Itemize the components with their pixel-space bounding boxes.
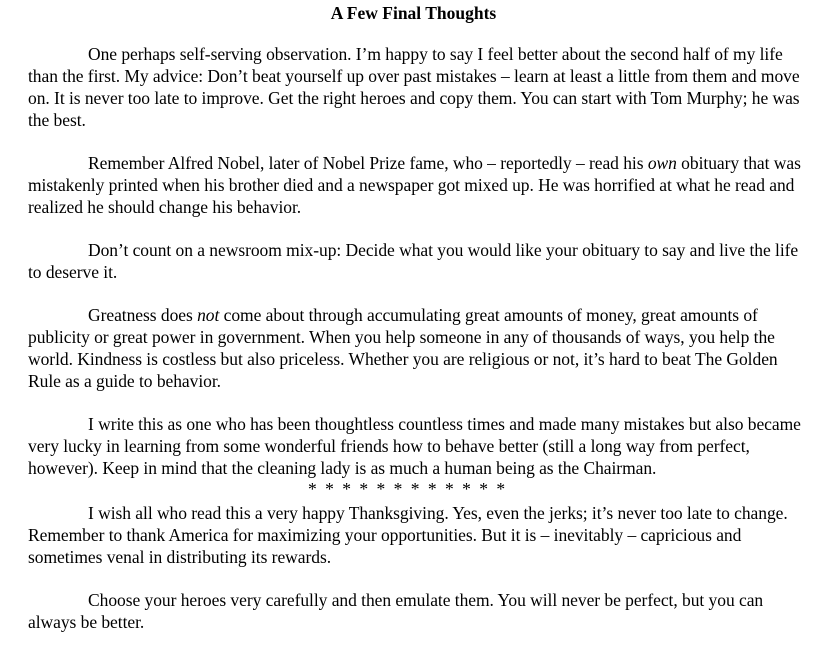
- paragraph-4-before: Greatness does: [88, 305, 198, 325]
- paragraph-2-emphasis: own: [647, 153, 677, 173]
- paragraph-6: I wish all who read this a very happy Thanksgiving. Yes, even the jerks; it’s never too late to change. Remember to thank America for maximizing your opportunities. But it is – inevitably – capricious and sometimes venal in distributing its rewards.: [28, 503, 788, 567]
- paragraph-4: [28, 304, 807, 392]
- paragraph-2: [28, 152, 807, 218]
- paragraph-3: Don’t count on a newsroom mix-up: Decide what you would like your obituary to say and live the life to deserve it.: [28, 240, 799, 282]
- paragraph-1: One perhaps self-serving observation. I’m happy to say I feel better about the second half of my life than the first. My advice: Don’t beat yourself up over past mistakes – learn at least a little from them and move on. It is never too late to improve. Get the right heroes and copy them. You can start with Tom Murphy; he was the best.: [28, 44, 800, 130]
- paragraph-7: Choose your heroes very carefully and then emulate them. You will never be perfect, but you can always be better.: [28, 590, 764, 632]
- section-separator: * * * * * * * * * * * *: [307, 479, 508, 499]
- paragraph-2-after: obituary that was mistakenly printed when his brother died and a newspaper got mixed up. He was horrified at what he read and realized he should change his behavior.: [28, 153, 801, 217]
- paragraph-4-after: come about through accumulating great amounts of money, great amounts of publicity or great power in government. When you help someone in any of thousands of ways, you help the world. Kindness is costless but also priceless. Whether you are religious or not, it’s hard to beat The Golden Rule as a guide to behavior.: [28, 305, 778, 391]
- paragraph-2-before: Remember Alfred Nobel, later of Nobel Prize fame, who – reportedly – read his: [88, 153, 648, 173]
- paragraph-5: I write this as one who has been thoughtless countless times and made many mistakes but also became very lucky in learning from some wonderful friends how to behave better (still a long way from perfect, however). Keep in mind that the cleaning lady is as much a human being as the Chairman.: [28, 414, 801, 478]
- document-title: A Few Final Thoughts: [330, 3, 497, 23]
- paragraph-4-emphasis: not: [197, 305, 220, 325]
